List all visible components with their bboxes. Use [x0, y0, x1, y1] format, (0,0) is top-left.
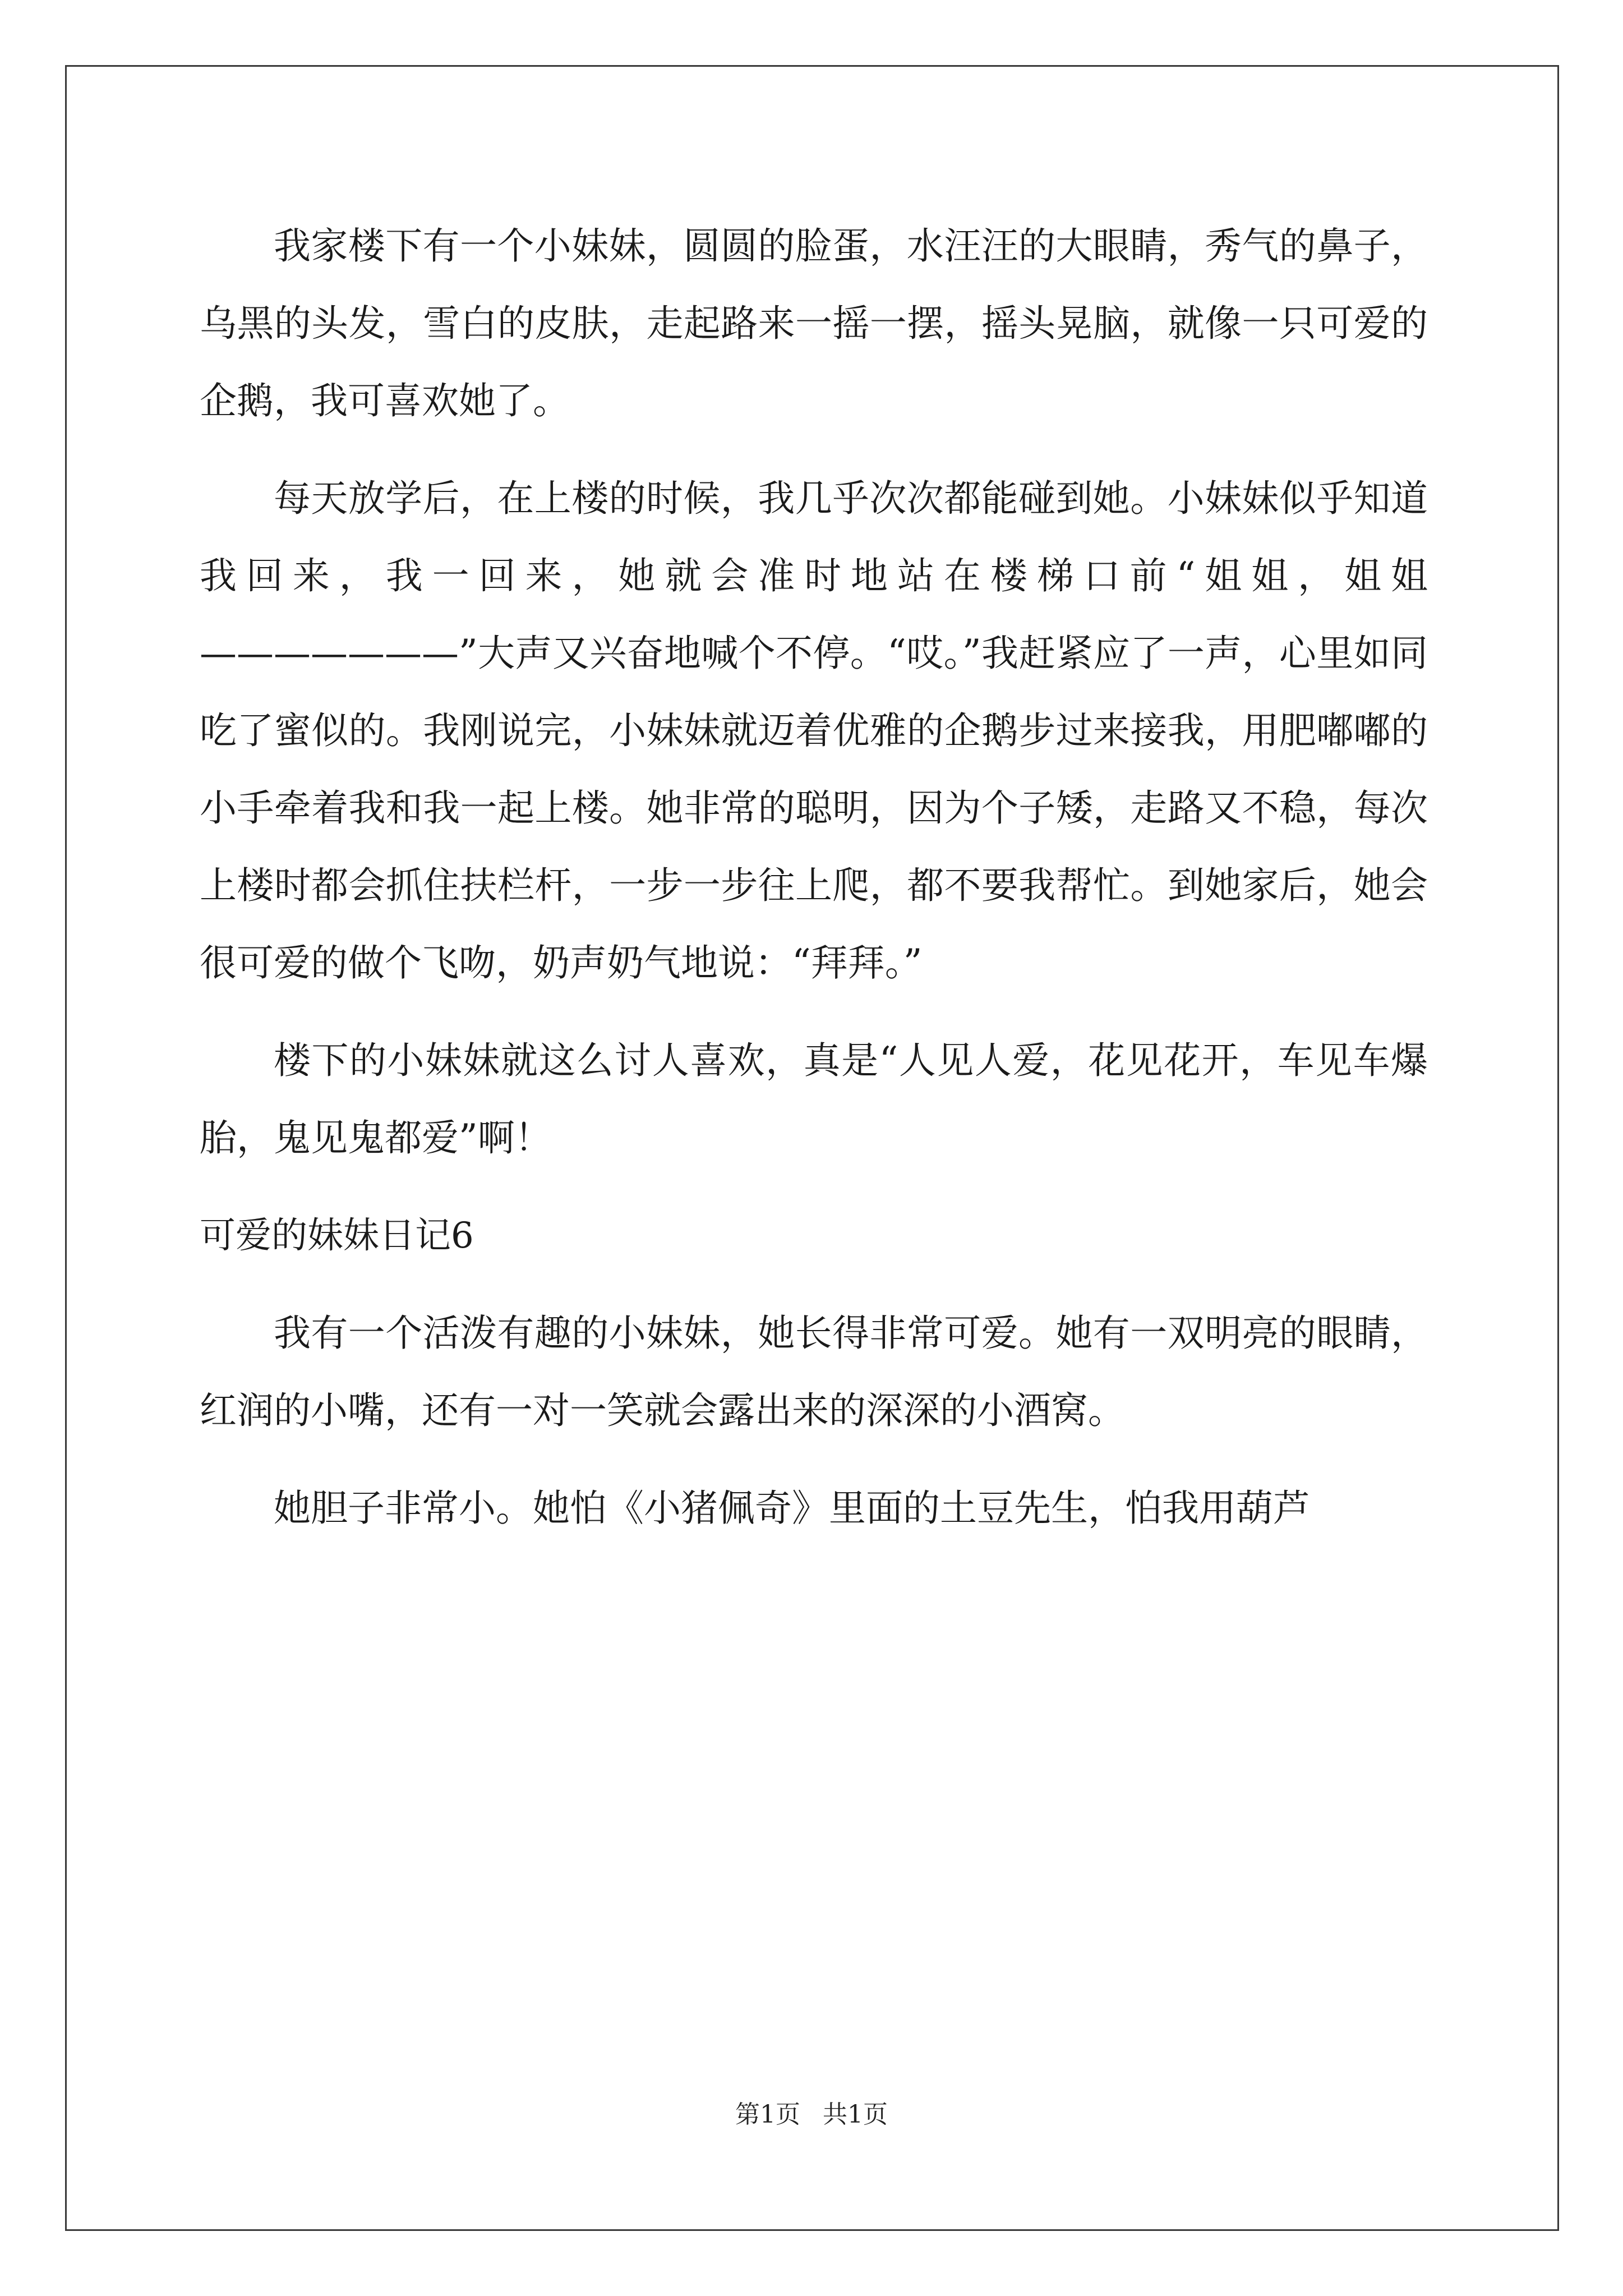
- paragraph-1: 我家楼下有一个小妹妹，圆圆的脸蛋，水汪汪的大眼睛，秀气的鼻子，乌黑的头发，雪白的皮肤，走起路来一摇一摆，摇头晃脑，就像一只可爱的企鹅，我可喜欢她了。: [200, 224, 1428, 422]
- paragraph-3: 楼下的小妹妹就这么讨人喜欢，真是“人见人爱，花见花开，车见车爆胎，鬼见鬼都爱”啊！: [200, 1039, 1428, 1159]
- section-paragraph-2: 她胆子非常小。她怕《小猪佩奇》里面的土豆先生，怕我用葫芦: [274, 1487, 1310, 1530]
- section-title: 可爱的妹妹日记6: [200, 1215, 474, 1257]
- page-total-label: 共1页: [823, 2100, 888, 2129]
- paragraph-2: 每天放学后，在上楼的时候，我几乎次次都能碰到她。小妹妹似乎知道我回来，我一回来，她就会准时地站在楼梯口前“姐姐，姐姐———————”大声又兴奋地喊个不停。“哎。”我赶紧应了一声，心里如同吃了蜜似的。我刚说完，小妹妹就迈着优雅的企鹅步过来接我，用肥嘟嘟的小手牵着我和我一起上楼。她非常的聪明，因为个子矮，走路又不稳，每次上楼时都会抓住扶栏杆，一步一步往上爬，都不要我帮忙。到她家后，她会很可爱的做个飞吻，奶声奶气地说：“拜拜。”: [200, 477, 1428, 984]
- document-body: [200, 208, 1428, 1567]
- page-current-label: 第1页: [735, 2100, 800, 2129]
- section-paragraph-1: 我有一个活泼有趣的小妹妹，她长得非常可爱。她有一双明亮的眼睛，红润的小嘴，还有一对一笑就会露出来的深深的小酒窝。: [200, 1312, 1428, 1432]
- page-footer: [0, 2098, 1623, 2132]
